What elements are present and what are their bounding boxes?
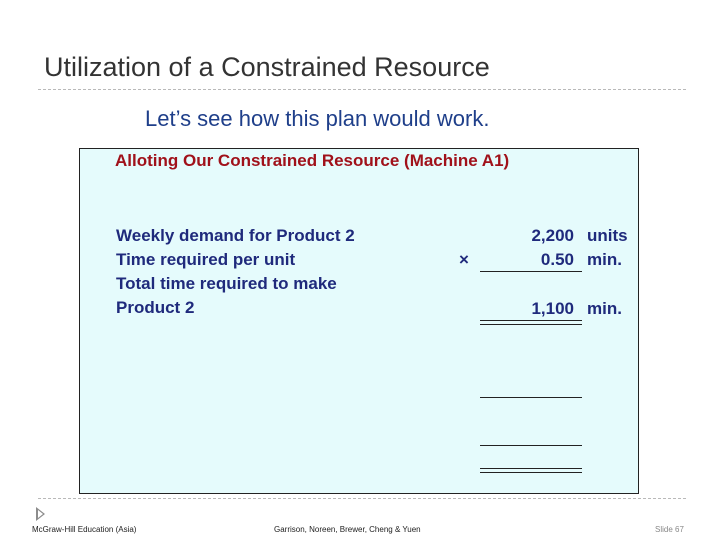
blank-underline-2 — [480, 445, 582, 446]
row-weekly-demand-unit: units — [587, 226, 628, 245]
footer-authors: Garrison, Noreen, Brewer, Cheng & Yuen — [274, 525, 421, 534]
slide-title: Utilization of a Constrained Resource — [44, 52, 490, 82]
row-product-2-label: Product 2 — [116, 298, 195, 317]
footer-slide-number: Slide 67 — [655, 525, 684, 534]
multiply-sign: × — [459, 250, 469, 269]
total-double-underline — [480, 320, 582, 325]
row-time-per-unit-value: 0.50 — [540, 250, 574, 269]
blank-double-underline — [480, 468, 582, 473]
footer-divider — [38, 498, 686, 499]
slide-subtitle: Let’s see how this plan would work. — [145, 106, 490, 131]
row-total-time-label: Total time required to make — [116, 274, 337, 293]
row-time-per-unit-label: Time required per unit — [116, 250, 296, 269]
footer-publisher: McGraw-Hill Education (Asia) — [32, 525, 137, 534]
subtotal-underline — [480, 271, 582, 272]
row-total-time-unit: min. — [587, 299, 622, 318]
row-total-time-value: 1,100 — [531, 299, 574, 318]
row-time-per-unit-unit: min. — [587, 250, 622, 269]
row-weekly-demand-label: Weekly demand for Product 2 — [116, 226, 355, 245]
row-weekly-demand-value: 2,200 — [531, 226, 574, 245]
panel-heading: Alloting Our Constrained Resource (Machine A1) — [115, 151, 510, 170]
title-divider — [38, 89, 686, 90]
triangle-bullet-inner — [38, 510, 43, 518]
blank-underline-1 — [480, 397, 582, 398]
